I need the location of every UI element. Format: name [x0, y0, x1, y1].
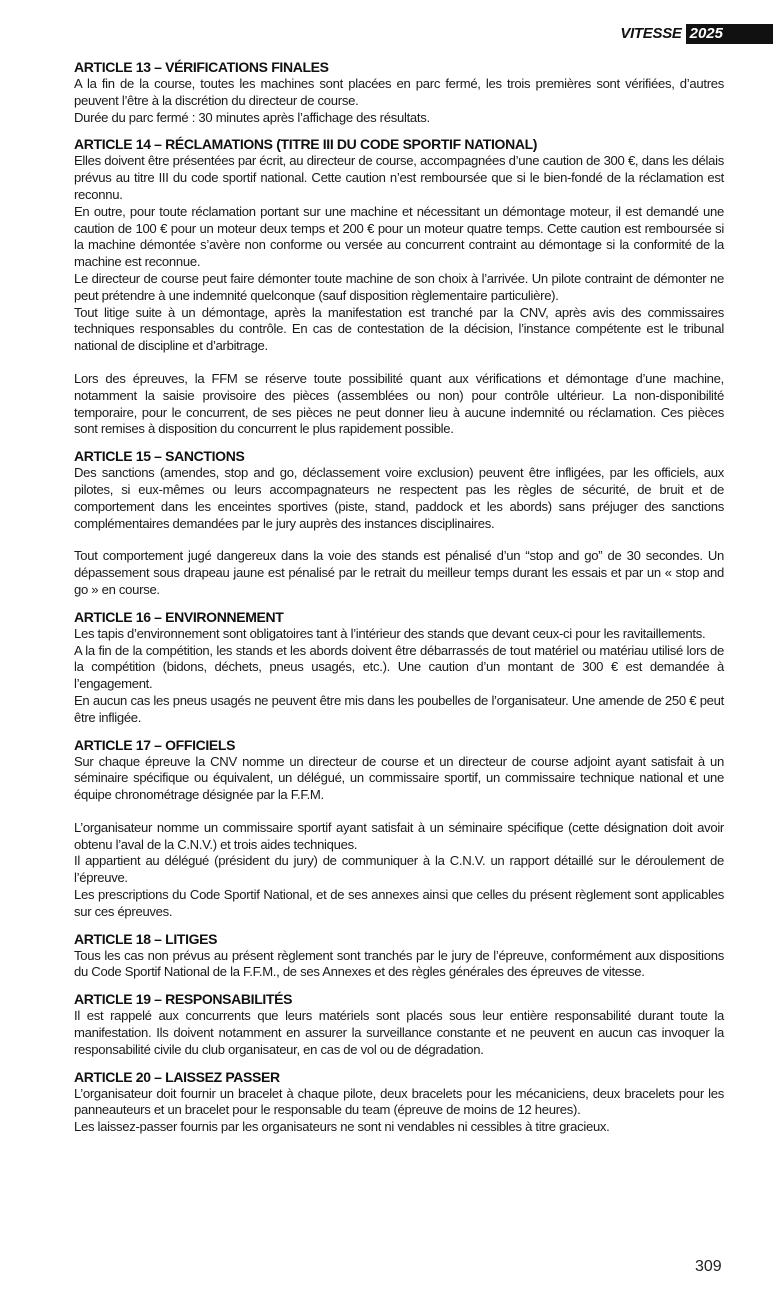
article-paragraph: Elles doivent être présentées par écrit, au directeur de course, accompagnées d’une caution de 300 €, dans les délais prévus au titre III du code sportif national. Cette caution n’est remboursée que si le bien-fondé de la réclamation est reconnu.: [74, 153, 724, 202]
article-paragraph: En aucun cas les pneus usagés ne peuvent être mis dans les poubelles de l’organisateur. Une amende de 250 € peut être infligée.: [74, 692, 724, 725]
running-header: [620, 24, 773, 44]
article-paragraph: Les prescriptions du Code Sportif National, et de ses annexes ainsi que celles du présent règlement sont applicables sur ces épreuves.: [74, 887, 724, 919]
article-title: ARTICLE 14 – RÉCLAMATIONS (TITRE III DU CODE SPORTIF NATIONAL): [74, 136, 538, 153]
article-16: [74, 609, 724, 727]
article-20: [74, 1069, 724, 1136]
article-paragraph: Tout litige suite à un démontage, après la manifestation est tranché par la CNV, après avis des commissaires techniques responsables du contrôle. En cas de contestation de la décision, l’instance compétente est le tribunal national de discipline et d’arbitrage.: [74, 304, 724, 354]
article-title: ARTICLE 17 – OFFICIELS: [74, 736, 236, 753]
article-paragraph: En outre, pour toute réclamation portant sur une machine et nécessitant un démontage moteur, il est demandé une caution de 100 € pour un moteur deux temps et 200 € pour un moteur quatre temps. Cette caution est remboursée si la machine démontée s’avère non conforme ou versée au concurrent contraint au démontage si la conformité de la machine est reconnue.: [74, 203, 724, 270]
document-body: [74, 59, 724, 1146]
article-paragraph: Les laissez-passer fournis par les organisateurs ne sont ni vendables ni cessibles à titre gracieux.: [74, 1119, 610, 1135]
article-title: ARTICLE 19 – RESPONSABILITÉS: [74, 991, 293, 1008]
article-paragraph: Sur chaque épreuve la CNV nomme un directeur de course et un directeur de course adjoint ayant satisfait à un séminaire spécifique ou équivalent, un délégué, un commissaire sportif, un commissaire technique national et une équipe chronométrage désignée par la F.F.M.: [74, 753, 724, 803]
header-title: VITESSE: [620, 25, 682, 42]
article-19: [74, 991, 724, 1058]
article-title: ARTICLE 18 – LITIGES: [74, 930, 218, 947]
article-paragraph: Il appartient au délégué (président du jury) de communiquer à la C.N.V. un rapport détaillé sur le déroulement de l’épreuve.: [74, 853, 724, 886]
article-18: [74, 931, 724, 982]
article-title: ARTICLE 20 – LAISSEZ PASSER: [74, 1068, 280, 1085]
article-paragraph: Durée du parc fermé : 30 minutes après l’affichage des résultats.: [74, 109, 430, 125]
article-title: ARTICLE 13 – VÉRIFICATIONS FINALES: [74, 59, 329, 75]
article-13: [74, 59, 724, 126]
article-paragraph: Lors des épreuves, la FFM se réserve toute possibilité quant aux vérifications et démontage d’une machine, notamment la saisie provisoire des pièces (assemblées ou non) pour contrôle ultérieur. La non-disponibilité temporaire, pour le concurrent, de ses pièces ne peut donner lieu à aucune indemnité ou réclamation. Ces pièces sont remises à disposition du concurrent le plus rapidement possible.: [74, 370, 724, 437]
article-paragraph: A la fin de la course, toutes les machines sont placées en parc fermé, les trois premières sont vérifiées, d’autres peuvent l’être à la discrétion du directeur de course.: [74, 76, 724, 108]
article-17: [74, 737, 724, 921]
article-14: [74, 136, 724, 438]
article-15: [74, 448, 724, 599]
article-paragraph: Tous les cas non prévus au présent règlement sont tranchés par le jury de l’épreuve, conformément aux dispositions du Code Sportif National de la F.F.M., de ses Annexes et des règles générales des épreuves de vitesse.: [74, 947, 724, 980]
header-year: 2025: [686, 24, 773, 44]
article-paragraph: Il est rappelé aux concurrents que leurs matériels sont placés sous leur entière responsabilité durant toute la manifestation. Ils doivent notamment en assurer la surveillance constante et ne peuvent en aucun cas invoquer la responsabilité civile du club organisateur, en cas de vol ou de dégradation.: [74, 1008, 724, 1057]
article-title: ARTICLE 15 – SANCTIONS: [74, 448, 245, 465]
article-title: ARTICLE 16 – ENVIRONNEMENT: [74, 608, 284, 625]
article-paragraph: A la fin de la compétition, les stands et les abords doivent être débarrassés de tout matériel ou matériau utilisé lors de la compétition (bidons, déchets, pneus usagés, etc.). Une caution d’un montant de 300 € est demandée à l’engagement.: [74, 642, 724, 692]
article-paragraph: Tout comportement jugé dangereux dans la voie des stands est pénalisé d’un “stop and go” de 30 secondes. Un dépassement sous drapeau jaune est pénalisé par le retrait du meilleur temps durant les essais et par un « stop and go » en course.: [74, 548, 724, 597]
article-paragraph: Des sanctions (amendes, stop and go, déclassement voire exclusion) peuvent être infligées, par les officiels, aux pilotes, si eux-mêmes ou leurs accompagnateurs ne respectent pas les règles de sécurité, de bruit et de comportement dans les enceintes sportives (piste, stand, paddock et les abords) sans préjuger des sanctions complémentaires demandées par le jury auprès des instances disciplinaires.: [74, 465, 724, 531]
article-paragraph: L’organisateur nomme un commissaire sportif ayant satisfait à un séminaire spécifique (cette désignation doit avoir obtenu l’aval de la C.N.V.) et trois aides techniques.: [74, 819, 724, 852]
article-paragraph: L’organisateur doit fournir un bracelet à chaque pilote, deux bracelets pour les mécaniciens, deux bracelets pour les panneauteurs et un bracelet pour le responsable du team (épreuve de moins de 12 heures).: [74, 1085, 724, 1118]
page-number: 309: [695, 1258, 722, 1275]
article-paragraph: Les tapis d’environnement sont obligatoires tant à l’intérieur des stands que devant ceux-ci pour les ravitaillements.: [74, 625, 706, 641]
article-paragraph: Le directeur de course peut faire démonter toute machine de son choix à l’arrivée. Un pilote contraint de démonter ne peut prétendre à une indemnité quelconque (sauf disposition règlementaire particulière).: [74, 270, 724, 303]
